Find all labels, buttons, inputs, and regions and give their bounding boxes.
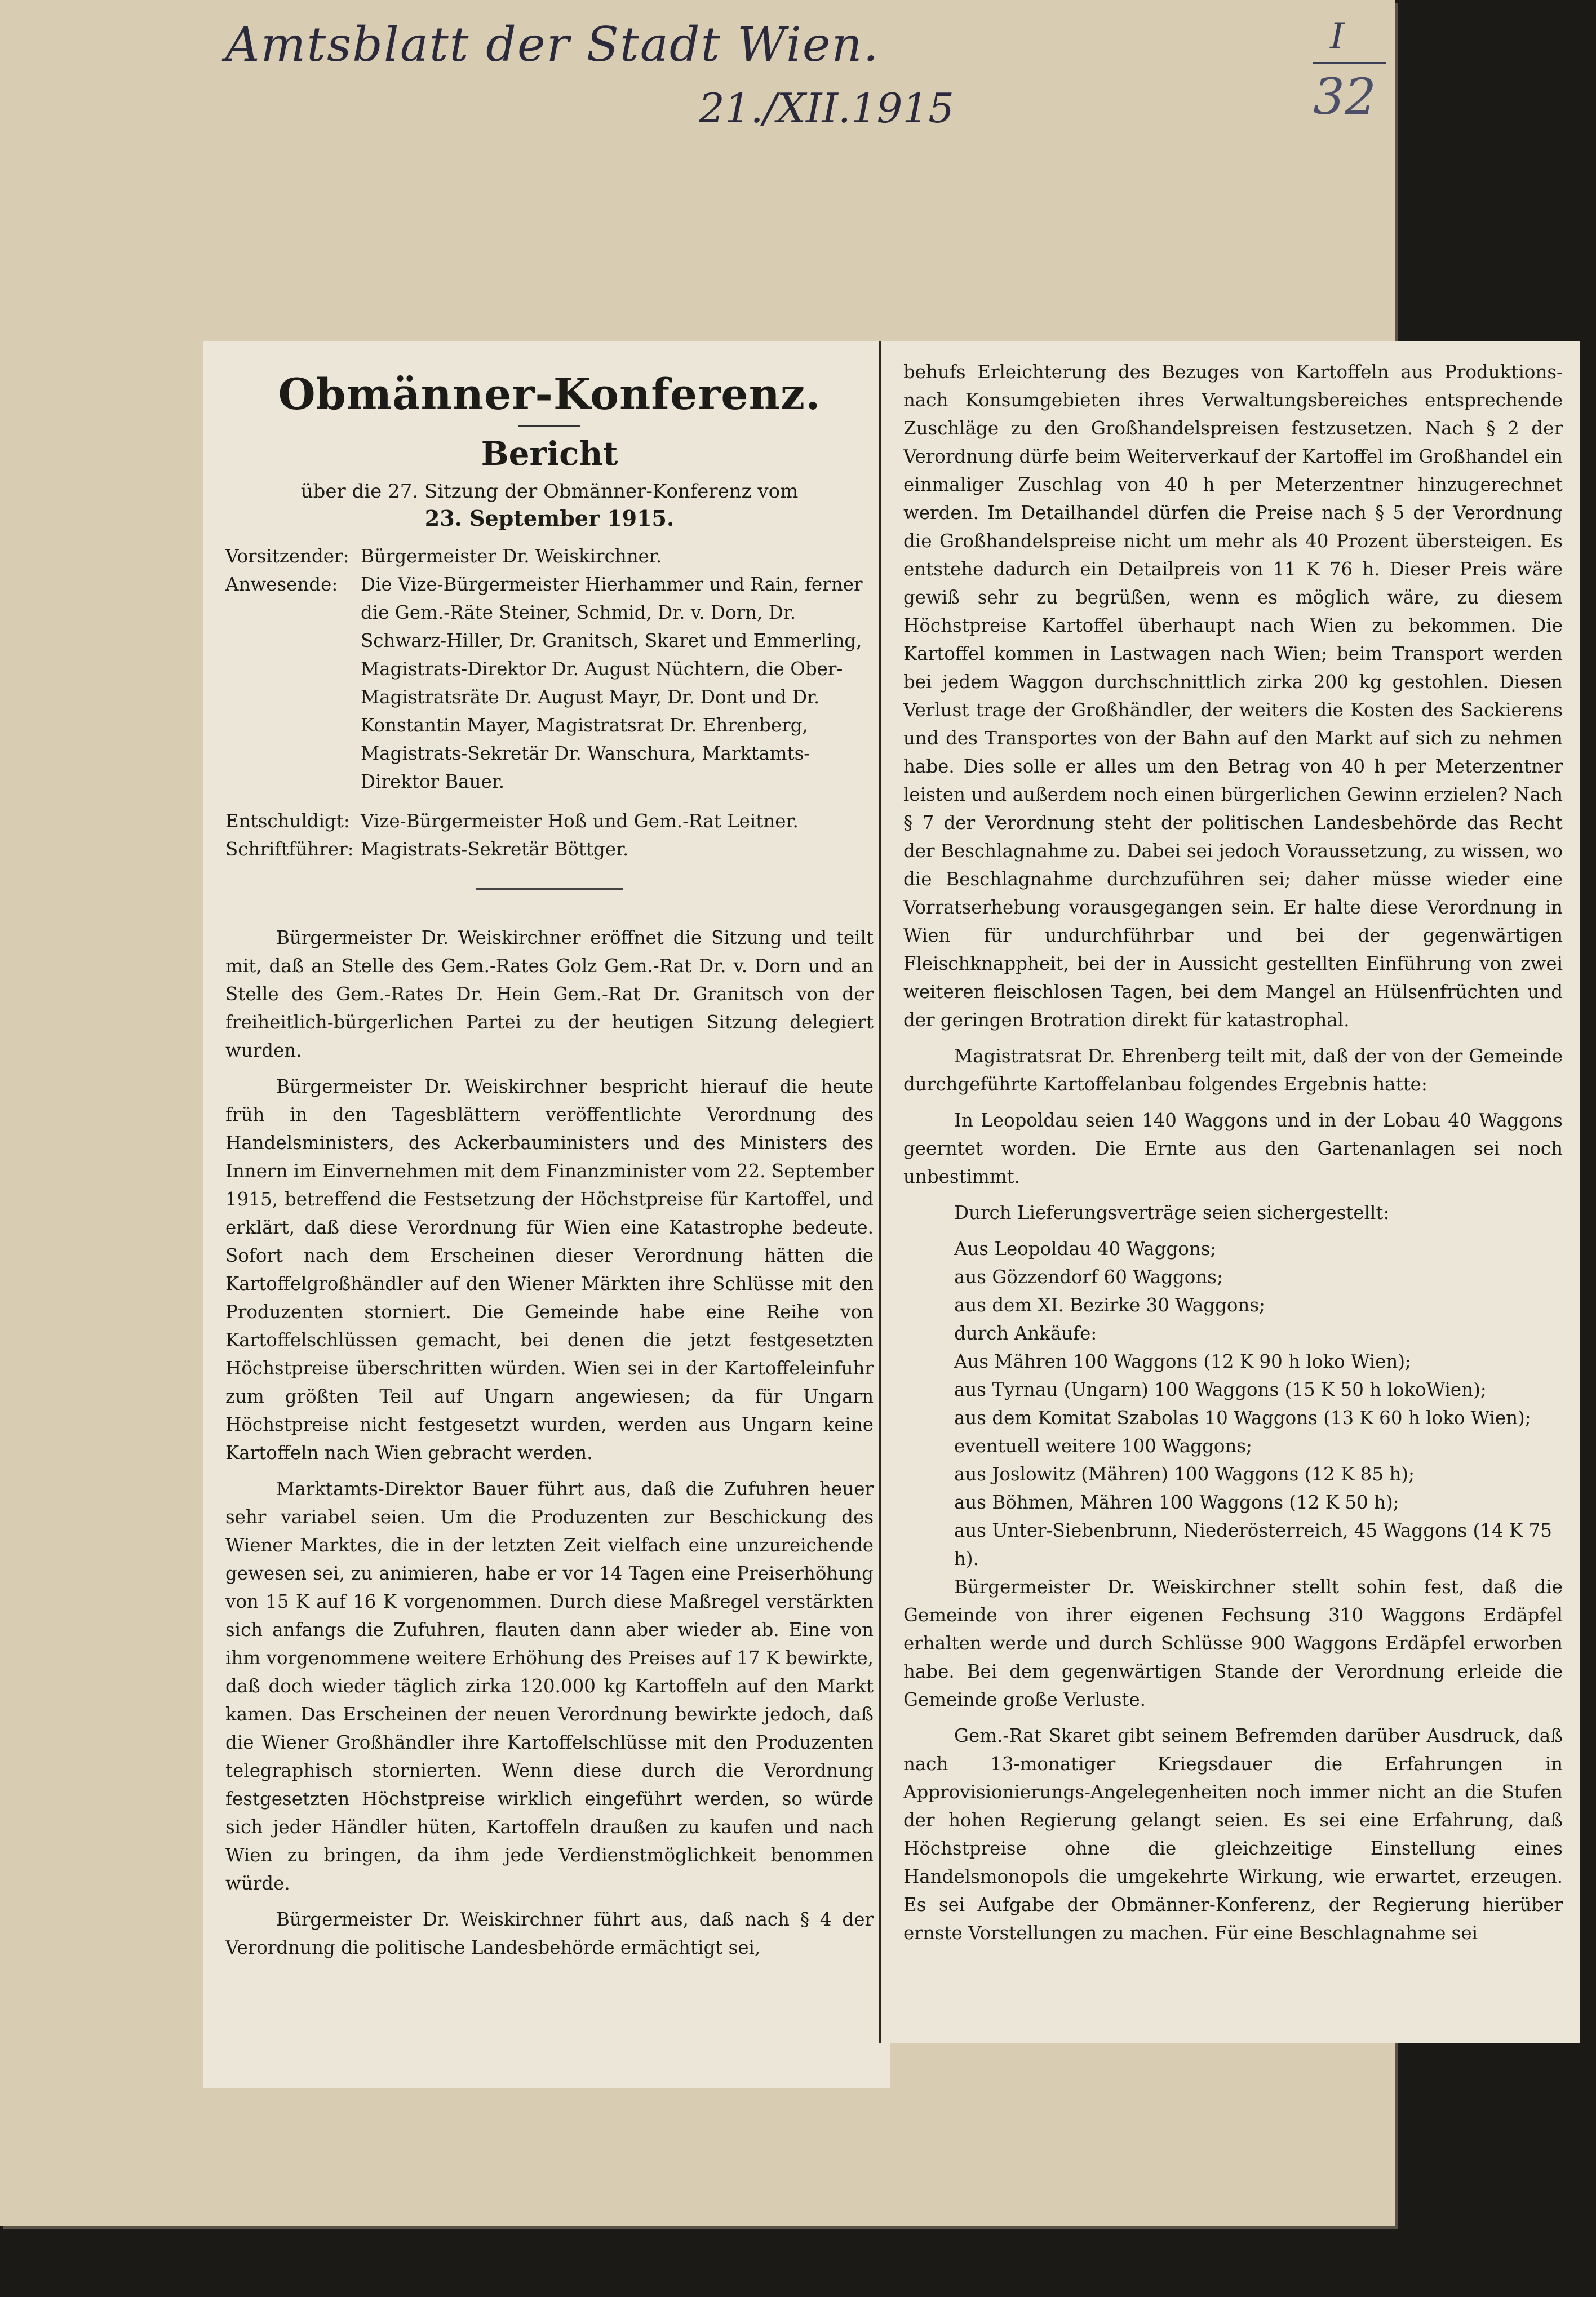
handwritten-source-note: Amtsblatt der Stadt Wien.: [225, 17, 880, 72]
attendance-value: Magistrats-Sekretär Böttger.: [361, 839, 629, 860]
body-paragraph: Durch Lieferungsverträge seien sichergestellt:: [954, 1202, 1390, 1223]
delivery-item: Aus Leopoldau 40 Waggons;: [954, 1238, 1217, 1260]
handwritten-rule: [1313, 62, 1386, 64]
delivery-item: aus Gözzendorf 60 Waggons;: [954, 1266, 1223, 1288]
attendance-row: [225, 835, 874, 863]
left-column-content: [225, 358, 874, 1970]
article-date: 23. September 1915.: [424, 505, 675, 531]
delivery-item: aus Tyrnau (Ungarn) 100 Waggons (15 K 50 h lokoWien);: [954, 1379, 1487, 1400]
delivery-item: aus dem Komitat Szabolas 10 Waggons (13 K 60 h loko Wien); eventuell weitere 100 Waggons;: [954, 1407, 1531, 1457]
attendance-row: [225, 542, 874, 570]
handwritten-page-number: 32: [1313, 68, 1376, 126]
delivery-item: durch Ankäufe:: [954, 1323, 1097, 1344]
attendance-value: Bürgermeister Dr. Weiskirchner.: [361, 546, 662, 567]
right-column-content: [903, 358, 1563, 1955]
body-paragraph: Bürgermeister Dr. Weiskirchner stellt sohin fest, daß die Gemeinde von ihrer eigenen Fechsung 310 Waggons Erdäpfel erhalten werde und durch Schlüsse 900 Waggons Erdäpfel erworben habe. Bei dem gegenwärtigen Stande der Verordnung erleide die Gemeinde große Verluste.: [903, 1576, 1563, 1710]
attendance-block: [225, 542, 874, 863]
attendance-row: [225, 807, 874, 835]
clipping-left-column: [203, 341, 890, 2088]
body-paragraph: Bürgermeister Dr. Weiskirchner führt aus, daß nach § 4 der Verordnung die politische Landesbehörde ermächtigt sei,: [225, 1909, 874, 1958]
body-paragraph: In Leopoldau seien 140 Waggons und in der Lobau 40 Waggons geerntet worden. Die Ernte aus den Gartenanlagen sei noch unbestimmt.: [903, 1110, 1563, 1187]
body-paragraph: Magistratsrat Dr. Ehrenberg teilt mit, daß der von der Gemeinde durchgeführte Kartoffelanbau folgendes Ergebnis hatte:: [903, 1045, 1563, 1095]
attendance-value: Vize-Bürgermeister Hoß und Gem.-Rat Leitner.: [361, 810, 799, 832]
body-paragraph: Bürgermeister Dr. Weiskirchner eröffnet die Sitzung und teilt mit, daß an Stelle des Gem.-Rates Golz Gem.-Rat Dr. v. Dorn und an Stelle des Gem.-Rates Dr. Hein Gem.-Rat Dr. Granitsch von der freiheitlich-bürgerlichen Partei zu der heutigen Sitzung delegiert wurden.: [225, 927, 874, 1061]
delivery-item: aus Böhmen, Mähren 100 Waggons (12 K 50 h);: [954, 1492, 1399, 1513]
attendance-key: Anwesende:: [225, 574, 338, 595]
article-description: über die 27. Sitzung der Obmänner-Konferenz vom: [300, 480, 799, 503]
title-rule: [518, 425, 580, 427]
delivery-item: aus dem XI. Bezirke 30 Waggons;: [954, 1294, 1265, 1316]
attendance-key: Vorsitzender:: [225, 546, 349, 567]
attendance-key: Entschuldigt:: [225, 810, 350, 832]
body-paragraph: Marktamts-Direktor Bauer führt aus, daß die Zufuhren heuer sehr variabel seien. Um die Produzenten zur Beschickung des Wiener Marktes, die in der letzten Zeit vielfach eine unzureichende gewesen sei, zu animieren, habe er vor 14 Tagen eine Preiserhöhung von 15 K auf 16 K vorgenommen. Durch diese Maßregel verstärkten sich anfangs die Zufuhren, flauten dann aber wieder ab. Eine von ihm vorgenommene weitere Erhöhung des Preises auf 17 K bewirkte, daß doch wieder täglich zirka 120.000 kg Kartoffeln auf den Markt kamen. Das Erscheinen der neuen Verordnung bewirkte jedoch, daß die Wiener Großhändler ihre Kartoffelschlüsse mit den Produzenten telegraphisch stornierten. Wenn diese durch die Verordnung festgesetzten Höchstpreise wirklich eingeführt werden, so würde sich jeder Händler hüten, Kartoffeln draußen zu kaufen und nach Wien zu bringen, da ihm jede Verdienstmöglichkeit benommen würde.: [225, 1478, 874, 1894]
article-title: Obmänner-Konferenz.: [278, 369, 821, 419]
clipping-right-column: [879, 341, 1580, 2043]
article-subtitle: Bericht: [481, 434, 618, 473]
attendance-spacer: [225, 796, 874, 807]
body-paragraph: Bürgermeister Dr. Weiskirchner bespricht hierauf die heute früh in den Tagesblättern veröffentlichte Verordnung des Handelsministers, des Ackerbauministers und des Ministers des Innern im Einvernehmen mit dem Finanzminister vom 22. September 1915, betreffend die Festsetzung der Höchstpreise für Kartoffel, und erklärt, daß diese Verordnung für Wien eine Katastrophe bedeute. Sofort nach dem Erscheinen dieser Verordnung hätten die Kartoffelgroßhändler auf den Wiener Märkten ihre Schlüsse mit den Produzenten storniert. Die Gemeinde habe eine Reihe von Kartoffelschlüssen gemacht, bei denen die jetzt festgesetzten Höchstpreise überschritten würden. Wien sei in der Kartoffeleinfuhr zum größten Teil auf Ungarn angewiesen; da für Ungarn Höchstpreise nicht festgesetzt wurden, werden aus Ungarn keine Kartoffeln nach Wien gebracht werden.: [225, 1076, 874, 1464]
delivery-item: aus Unter-Siebenbrunn, Niederösterreich, 45 Waggons (14 K 75 h).: [954, 1520, 1552, 1569]
attendance-value: Die Vize-Bürgermeister Hierhammer und Rain, ferner die Gem.-Räte Steiner, Schmid, Dr. v. Dorn, Dr. Schwarz-Hiller, Dr. Granitsch, Skaret und Emmerling, Magistrats-Direktor Dr. August Nüchtern, die Ober-Magistratsräte Dr. August Mayr, Dr. Dont und Dr. Konstantin Mayer, Magistratsrat Dr. Ehrenberg, Magistrats-Sekretär Dr. Wanschura, Marktamts-Direktor Bauer.: [361, 574, 863, 792]
delivery-list: [903, 1235, 1563, 1573]
delivery-item: aus Joslowitz (Mähren) 100 Waggons (12 K 85 h);: [954, 1464, 1415, 1485]
handwritten-roman-numeral: I: [1330, 16, 1345, 57]
body-paragraph: behufs Erleichterung des Bezuges von Kartoffeln aus Produktions- nach Konsumgebieten ihres Verwaltungsbereiches entsprechende Zuschläge zu den Großhandelspreisen festzusetzen. Nach § 2 der Verordnung dürfe beim Weiterverkauf der Kartoffel im Großhandel ein einmaliger Zuschlag von 40 h per Meterzentner hinzugerechnet werden. Im Detailhandel dürfen die Preise nach § 5 der Verordnung die Großhandelspreise nicht um mehr als 40 Prozent übersteigen. Es entstehe dadurch ein Detailpreis von 11 K 76 h. Dieser Preis wäre gewiß sehr zu begrüßen, wenn es möglich wäre, zu diesem Höchstpreise Kartoffel überhaupt nach Wien zu bekommen. Die Kartoffel kommen in Lastwagen nach Wien; beim Transport werden bei jedem Waggon durchschnittlich zirka 200 kg gestohlen. Diesen Verlust trage der Großhändler, der weiters die Kosten des Sackierens und des Transportes von der Bahn auf den Markt auf sich zu nehmen habe. Dies solle er alles um den Betrag von 40 h per Meterzentner leisten und außerdem noch einen bürgerlichen Gewinn erzielen? Nach § 7 der Verordnung steht der politischen Landesbehörde das Recht der Beschlagnahme zu. Dabei sei jedoch Voraussetzung, zu wissen, wo die Beschlagnahme durchzuführen sei; daher müsse wieder eine Vorratserhebung vorausgegangen sein. Er halte diese Verordnung in Wien für undurchführbar und bei der gegenwärtigen Fleischknappheit, bei der in Aussicht gestellten Einführung von zwei weiteren fleischlosen Tagen, bei dem Mangel an Hülsenfrüchten und der geringen Brotration direkt für katastrophal.: [903, 361, 1563, 1031]
attendance-row: [225, 570, 874, 796]
delivery-item: Aus Mähren 100 Waggons (12 K 90 h loko Wien);: [954, 1351, 1411, 1372]
body-paragraph: Gem.-Rat Skaret gibt seinem Befremden darüber Ausdruck, daß nach 13-monatiger Kriegsdauer die Erfahrungen in Approvisionierungs-Angelegenheiten noch immer nicht an die Stufen der hohen Regierung gelangt seien. Es sei eine Erfahrung, daß Höchstpreise ohne die gleichzeitige Einstellung eines Handelsmonopols die umgekehrte Wirkung, wie erwartet, erzeugen. Es sei Aufgabe der Obmänner-Konferenz, der Regierung hierüber ernste Vorstellungen zu machen. Für eine Beschlagnahme sei: [903, 1725, 1563, 1944]
attendance-key: Schriftführer:: [225, 839, 354, 860]
section-divider: [476, 888, 623, 890]
handwritten-date: 21./XII.1915: [699, 85, 955, 132]
